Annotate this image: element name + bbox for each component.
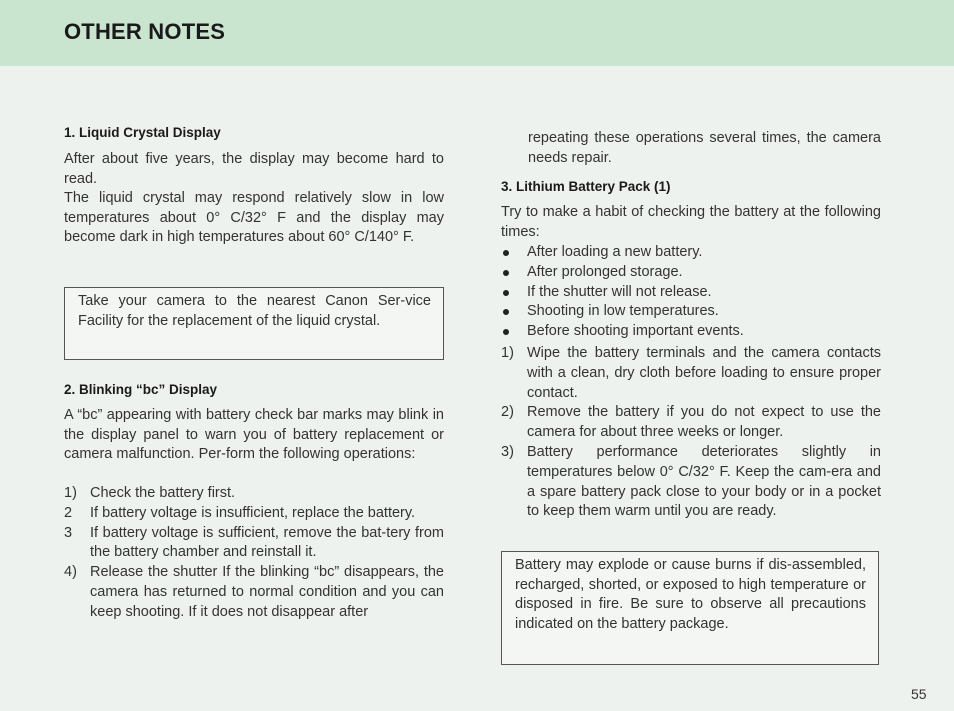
bullet-text: After prolonged storage.: [527, 263, 683, 280]
lcd-replacement-note: Take your camera to the nearest Canon Ser-vice Facility for the replacement of the liquid crystal.: [64, 287, 444, 360]
section-1-para-1: After about five years, the display may become hard to read.: [64, 151, 444, 187]
list-item: [501, 263, 881, 283]
step-marker: 2): [501, 404, 514, 421]
list-item: [64, 563, 444, 622]
step-marker: 1): [64, 485, 77, 501]
bullet-icon: [503, 329, 509, 335]
step-text: If battery voltage is sufficient, remove the bat-tery from the battery chamber and reinstall it.: [90, 524, 444, 561]
section-3-heading: 3. Lithium Battery Pack (1): [501, 179, 671, 194]
step-marker: 4): [64, 564, 77, 581]
list-item: [501, 302, 881, 322]
list-item: [64, 504, 444, 524]
battery-check-bullets: [501, 243, 881, 342]
list-item: [64, 484, 444, 504]
bullet-icon: [503, 270, 509, 276]
page-number: 55: [911, 686, 927, 702]
list-item: [501, 344, 881, 403]
section-1-para-2: The liquid crystal may respond relatively slow in low temperatures about 0° C/32° F and the display may become dark in high temperatures about 60° C/140° F.: [64, 190, 444, 245]
step-text: Remove the battery if you do not expect to use the camera for about three weeks or longer.: [527, 404, 881, 441]
bullet-icon: [503, 309, 509, 315]
list-item: [501, 443, 881, 522]
section-2-heading: 2. Blinking “bc” Display: [64, 382, 218, 397]
step-marker: 1): [501, 345, 514, 361]
step-text: If battery voltage is insufficient, replace the battery.: [90, 504, 416, 521]
section-3-intro: Try to make a habit of checking the battery at the following times:: [501, 204, 881, 240]
page-title: OTHER NOTES: [64, 19, 226, 44]
list-item: [501, 403, 881, 443]
step-text: Battery performance deteriorates slightly in temperatures below 0° C/32° F. Keep the cam-era and a spare battery pack close to your body or in a pocket to keep them warm until you are ready.: [527, 443, 881, 520]
battery-warning-note: Battery may explode or cause burns if dis-assembled, recharged, shorted, or exposed to high temperature or disposed in fire. Be sure to observe all precautions indicated on the battery package.: [501, 551, 879, 665]
step-marker: 2: [64, 504, 73, 521]
battery-steps-list: [501, 344, 881, 522]
step-marker: 3: [64, 524, 73, 541]
bullet-text: If the shutter will not release.: [527, 283, 712, 300]
bullet-icon: [503, 290, 509, 296]
bullet-text: Before shooting important events.: [527, 323, 744, 340]
step-marker: 3): [501, 443, 514, 460]
bullet-text: Shooting in low temperatures.: [527, 303, 719, 320]
continuation-para: repeating these operations several times, the camera needs repair.: [528, 130, 881, 166]
step-text: Check the battery first.: [90, 485, 236, 501]
step-text: Release the shutter If the blinking “bc” disappears, the camera has returned to normal condition and you can keep shooting. If it does not disappear after: [90, 564, 444, 620]
list-item: [501, 283, 881, 303]
section-2-para: A “bc” appearing with battery check bar marks may blink in the display panel to warn you of battery replacement or camera malfunction. Per-form the following operations:: [64, 407, 444, 462]
page-header: [0, 0, 954, 66]
step-text: Wipe the battery terminals and the camera contacts with a clean, dry cloth before loading to ensure proper contact.: [527, 345, 881, 401]
section-1-heading: 1. Liquid Crystal Display: [64, 125, 221, 140]
bullet-text: After loading a new battery.: [527, 244, 703, 260]
bc-steps-list: [64, 484, 444, 623]
list-item: [501, 243, 881, 263]
list-item: [64, 524, 444, 564]
list-item: [501, 322, 881, 342]
bullet-icon: [503, 250, 509, 256]
